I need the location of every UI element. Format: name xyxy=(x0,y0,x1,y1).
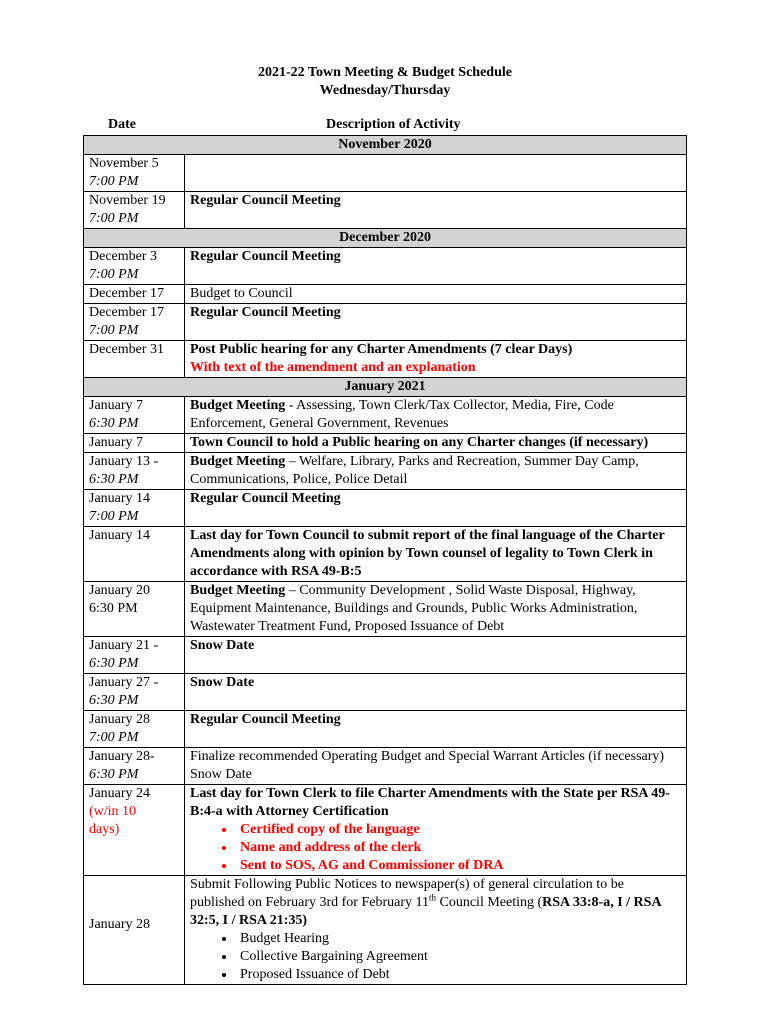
list-item: • Proposed Issuance of Debt xyxy=(236,966,680,984)
date-cell xyxy=(84,876,185,985)
ordinal-suffix: th xyxy=(428,892,436,903)
activity-cell xyxy=(185,637,687,674)
table-row xyxy=(84,285,687,304)
month-header-row xyxy=(84,378,687,397)
activity-bold-text: Budget Meeting xyxy=(190,454,286,469)
time-text: 7:00 PM xyxy=(89,509,139,524)
table-row xyxy=(84,674,687,711)
notice-text: Submit Following Public Notices to newspaper(s) of general circulation to be published on February 3rd for February 11 xyxy=(190,877,624,910)
activity-cell xyxy=(185,527,687,582)
date-cell xyxy=(84,674,185,711)
date-text: November 5 xyxy=(89,156,159,171)
list-item: • Collective Bargaining Agreement xyxy=(236,948,680,966)
date-text: December 17 xyxy=(89,286,165,301)
activity-text xyxy=(190,876,680,930)
date-text: January 14 xyxy=(89,528,151,543)
date-text: December 3 xyxy=(89,249,158,264)
page-subtitle: Wednesday/Thursday xyxy=(319,83,451,98)
date-cell xyxy=(84,582,185,637)
activity-text: Last day for Town Clerk to file Charter Amendments with the State per RSA 49-B:4-a with Attorney Certification xyxy=(190,786,670,819)
date-cell xyxy=(84,397,185,434)
table-row xyxy=(84,527,687,582)
table-row xyxy=(84,711,687,748)
date-cell xyxy=(84,453,185,490)
activity-cell xyxy=(185,434,687,453)
table-row xyxy=(84,341,687,378)
activity-text: Last day for Town Council to submit report of the final language of the Charter Amendments along with opinion by Town counsel of legality to Town Clerk in accordance with RSA 49-B:5 xyxy=(190,528,665,579)
date-cell xyxy=(84,434,185,453)
date-cell xyxy=(84,490,185,527)
table-row xyxy=(84,490,687,527)
date-text: January 28 xyxy=(89,917,151,932)
date-cell xyxy=(84,748,185,785)
activity-cell xyxy=(185,876,687,985)
time-text: 6:30 PM xyxy=(89,767,139,782)
time-text: 6:30 PM xyxy=(89,693,139,708)
rsa-reference: RSA 33:8-a, I / RSA 32:5, I / RSA 21:35) xyxy=(190,895,661,928)
table-row xyxy=(84,453,687,490)
activity-text: Regular Council Meeting xyxy=(190,491,341,506)
time-text: 6:30 PM xyxy=(89,416,139,431)
table-row xyxy=(84,192,687,229)
activity-text: Snow Date xyxy=(190,675,255,690)
activity-cell xyxy=(185,341,687,378)
date-text: January 13 - xyxy=(89,454,159,469)
table-row xyxy=(84,304,687,341)
table-row xyxy=(84,748,687,785)
activity-cell xyxy=(185,748,687,785)
table-row xyxy=(84,785,687,876)
activity-text: Snow Date xyxy=(190,638,255,653)
page-title: 2021-22 Town Meeting & Budget Schedule xyxy=(258,65,512,80)
month-label: December 2020 xyxy=(84,229,687,248)
date-cell xyxy=(84,341,185,378)
activity-text: - Assessing, Town Clerk/Tax Collector, Media, Fire, Code Enforcement, General Government, Revenues xyxy=(190,398,614,431)
activity-cell xyxy=(185,248,687,285)
month-header-row xyxy=(84,229,687,248)
notice-list xyxy=(190,930,680,984)
table-row xyxy=(84,155,687,192)
activity-cell xyxy=(185,285,687,304)
table-row xyxy=(84,397,687,434)
activity-cell xyxy=(185,397,687,434)
date-text: January 7 xyxy=(89,435,144,450)
date-note: days) xyxy=(89,822,120,837)
date-text: January 21 - xyxy=(89,638,159,653)
date-text: December 17 xyxy=(89,305,165,320)
activity-text: Town Council to hold a Public hearing on any Charter changes (if necessary) xyxy=(190,435,649,450)
date-text: January 14 xyxy=(89,491,151,506)
time-text: 7:00 PM xyxy=(89,267,139,282)
month-header-row xyxy=(84,136,687,155)
table-row xyxy=(84,876,687,985)
date-text: January 7 xyxy=(89,398,144,413)
time-text: 6:30 PM xyxy=(89,601,138,616)
activity-cell xyxy=(185,155,687,192)
schedule-table xyxy=(83,135,687,985)
notice-text: Council Meeting ( xyxy=(436,895,543,910)
requirement-list xyxy=(190,821,680,875)
date-note: (w/in 10 xyxy=(89,804,137,819)
activity-cell xyxy=(185,674,687,711)
activity-cell xyxy=(185,304,687,341)
date-text: January 20 xyxy=(89,583,151,598)
activity-cell xyxy=(185,582,687,637)
date-text: November 19 xyxy=(89,193,166,208)
list-item: • Budget Hearing xyxy=(236,930,680,948)
activity-bold-text: Budget Meeting xyxy=(190,398,286,413)
activity-text: Finalize recommended Operating Budget and Special Warrant Articles (if necessary) Snow Date xyxy=(190,749,665,782)
time-text: 7:00 PM xyxy=(89,174,139,189)
date-cell xyxy=(84,155,185,192)
date-cell xyxy=(84,711,185,748)
activity-note: With text of the amendment and an explanation xyxy=(190,360,476,375)
date-text: January 24 xyxy=(89,786,151,801)
activity-text: Regular Council Meeting xyxy=(190,249,341,264)
date-text: December 31 xyxy=(89,342,165,357)
activity-column-header: Description of Activity xyxy=(326,117,461,132)
time-text: 6:30 PM xyxy=(89,472,139,487)
table-row xyxy=(84,637,687,674)
activity-text: Regular Council Meeting xyxy=(190,193,341,208)
activity-text: – Welfare, Library, Parks and Recreation, Summer Day Camp, Communications, Police, Police Detail xyxy=(190,454,639,487)
activity-text: Regular Council Meeting xyxy=(190,305,341,320)
activity-bold-text: Budget Meeting xyxy=(190,583,286,598)
date-text: January 28- xyxy=(89,749,155,764)
activity-cell xyxy=(185,192,687,229)
activity-text: Budget to Council xyxy=(190,286,293,301)
date-cell xyxy=(84,637,185,674)
date-text: January 27 - xyxy=(89,675,159,690)
month-label: November 2020 xyxy=(84,136,687,155)
list-item: • Sent to SOS, AG and Commissioner of DRA xyxy=(236,857,680,875)
time-text: 6:30 PM xyxy=(89,656,139,671)
date-column-header: Date xyxy=(108,117,136,132)
activity-cell xyxy=(185,711,687,748)
table-row xyxy=(84,248,687,285)
list-item: • Name and address of the clerk xyxy=(236,839,680,857)
table-row xyxy=(84,582,687,637)
activity-text: Regular Council Meeting xyxy=(190,712,341,727)
month-label: January 2021 xyxy=(84,378,687,397)
activity-cell xyxy=(185,453,687,490)
date-cell xyxy=(84,785,185,876)
date-text: January 28 xyxy=(89,712,151,727)
list-item: • Certified copy of the language xyxy=(236,821,680,839)
table-row xyxy=(84,434,687,453)
date-cell xyxy=(84,304,185,341)
date-cell xyxy=(84,192,185,229)
time-text: 7:00 PM xyxy=(89,323,139,338)
activity-text: – Community Development , Solid Waste Disposal, Highway, Equipment Maintenance, Buildings and Grounds, Public Works Administration, Wastewater Treatment Fund, Proposed Issuance of Debt xyxy=(190,583,638,634)
date-cell xyxy=(84,248,185,285)
date-cell xyxy=(84,527,185,582)
time-text: 7:00 PM xyxy=(89,730,139,745)
activity-cell xyxy=(185,785,687,876)
activity-cell xyxy=(185,490,687,527)
activity-text: Post Public hearing for any Charter Amendments (7 clear Days) xyxy=(190,342,573,357)
time-text: 7:00 PM xyxy=(89,211,139,226)
date-cell xyxy=(84,285,185,304)
